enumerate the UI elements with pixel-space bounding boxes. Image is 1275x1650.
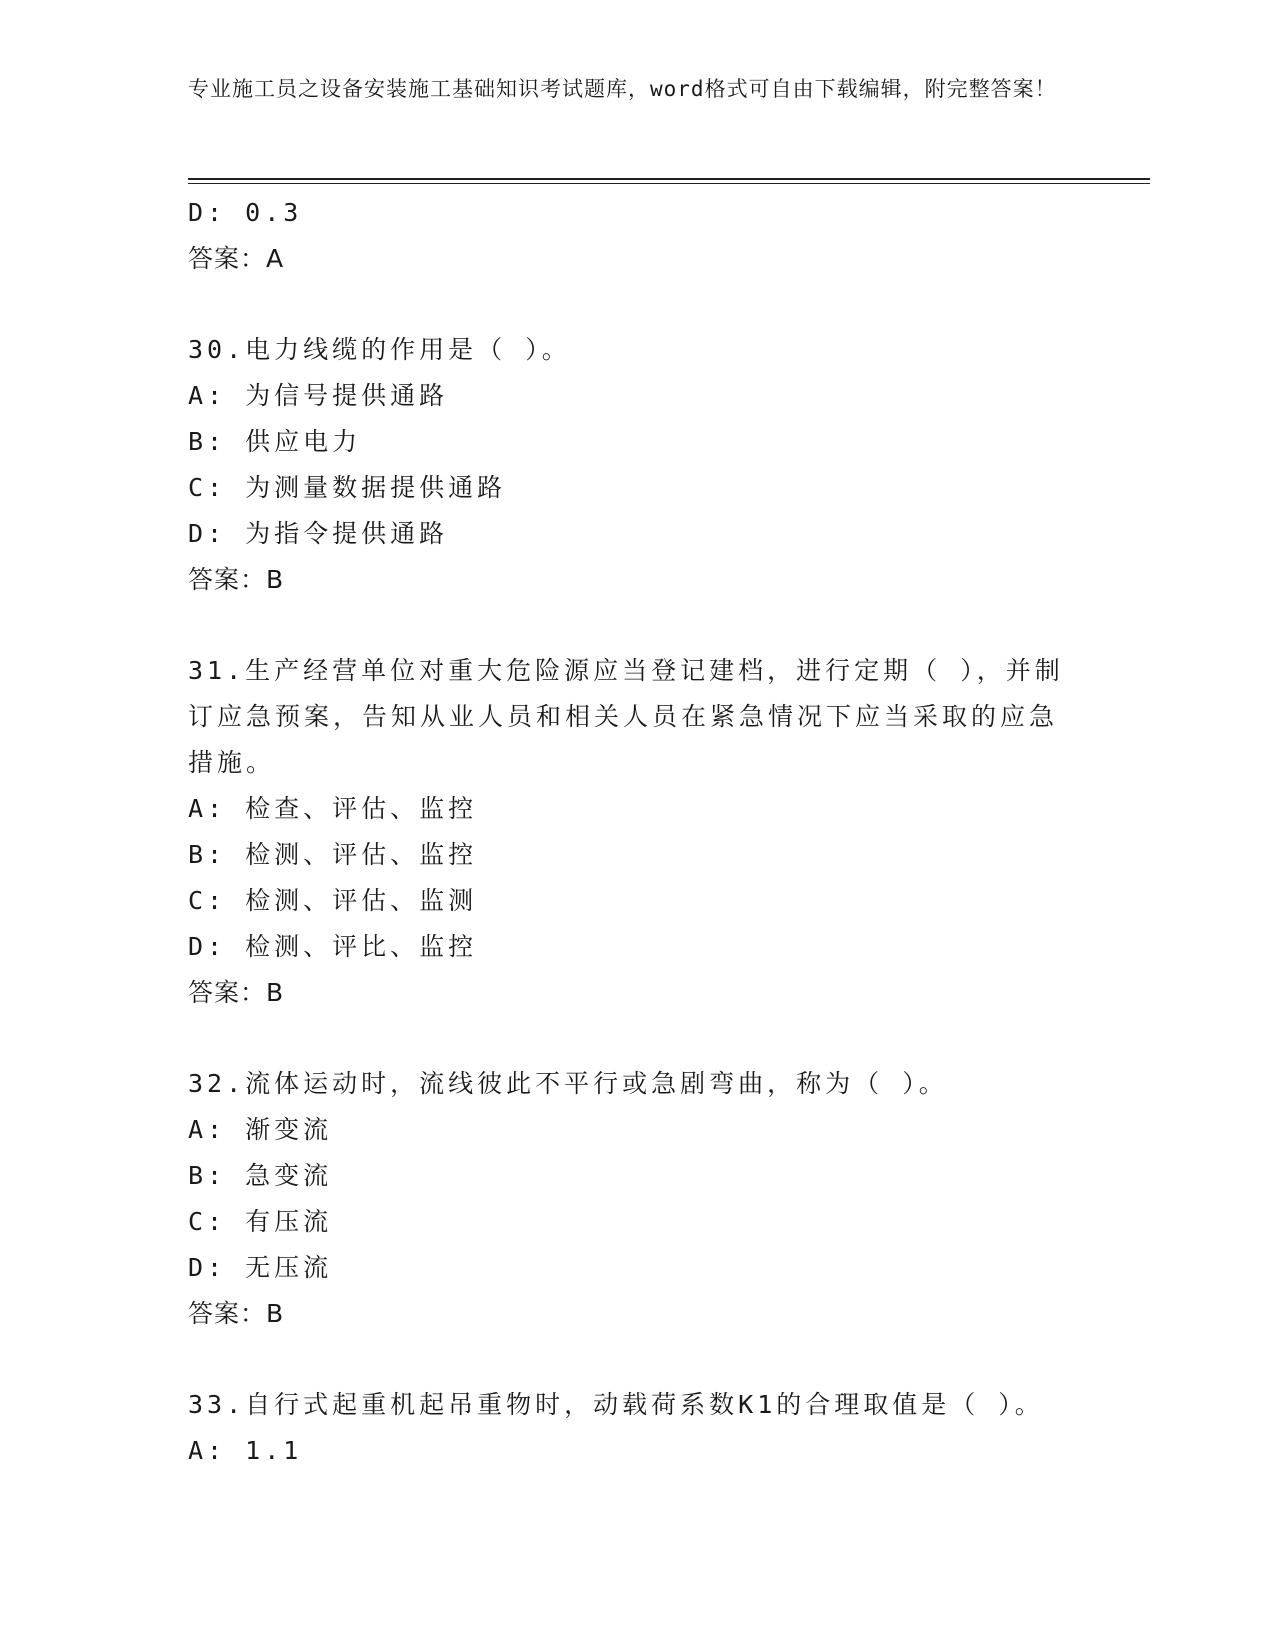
- option-d: D: 无压流: [188, 1253, 333, 1282]
- option-a: A: 1.1: [188, 1436, 303, 1465]
- option-a: A: 渐变流: [188, 1115, 333, 1144]
- option-d: D: 检测、评比、监控: [188, 932, 478, 961]
- option-d: D: 0.3: [188, 198, 303, 227]
- question-31: [188, 648, 1068, 1016]
- option-b: B: 检测、评估、监控: [188, 840, 478, 869]
- option-a: A: 为信号提供通路: [188, 381, 449, 410]
- question-32: [188, 1061, 1068, 1337]
- question-stem: 33.自行式起重机起吊重物时，动载荷系数K1的合理取值是（ ）。: [188, 1390, 1044, 1419]
- question-content: [188, 190, 1068, 1474]
- document-header: 专业施工员之设备安装施工基础知识考试题库，word格式可自由下载编辑，附完整答案！: [188, 77, 1057, 101]
- question-stem: 30.电力线缆的作用是（ ）。: [188, 335, 571, 364]
- question-stem: 32.流体运动时，流线彼此不平行或急剧弯曲，称为（ ）。: [188, 1069, 948, 1098]
- question-33: [188, 1382, 1068, 1474]
- option-c: C: 有压流: [188, 1207, 333, 1236]
- option-a: A: 检查、评估、监控: [188, 794, 478, 823]
- option-b: B: 急变流: [188, 1161, 333, 1190]
- answer-line: 答案：B: [188, 565, 285, 594]
- option-c: C: 为测量数据提供通路: [188, 473, 507, 502]
- question-30: [188, 327, 1068, 603]
- option-b: B: 供应电力: [188, 427, 362, 456]
- question-stem: 31.生产经营单位对重大危险源应当登记建档，进行定期（ ），并制订应急预案，告知从业人员和相关人员在紧急情况下应当采取的应急措施。: [188, 656, 1064, 777]
- option-d: D: 为指令提供通路: [188, 519, 449, 548]
- header-rule-thick: [188, 178, 1150, 180]
- header-rule-thin: [188, 183, 1150, 184]
- answer-line: 答案：B: [188, 978, 285, 1007]
- answer-line: 答案：A: [188, 244, 285, 273]
- answer-line: 答案：B: [188, 1299, 285, 1328]
- option-c: C: 检测、评估、监测: [188, 886, 478, 915]
